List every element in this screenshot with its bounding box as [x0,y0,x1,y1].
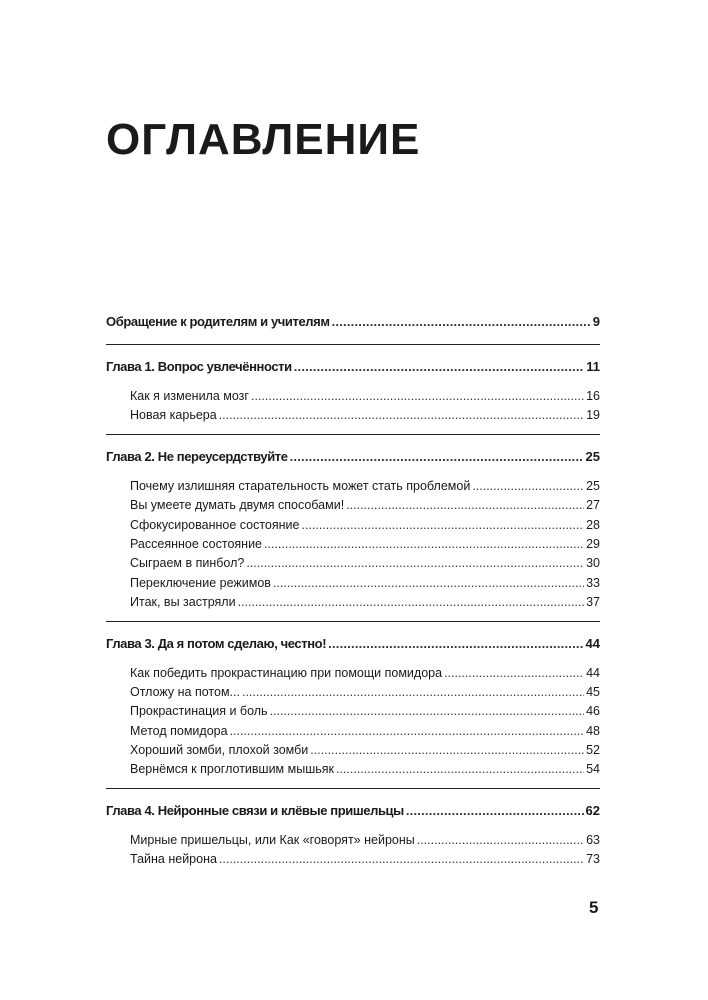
toc-section-page: 33 [586,575,600,590]
toc-section-page: 44 [586,665,600,680]
toc-section-title: Вы умеете думать двумя способами! [130,498,345,513]
toc-chapter-block [106,435,600,622]
toc-chapter-page: 25 [585,448,600,464]
toc-chapter-title: Обращение к родителям и учителям [106,314,330,329]
toc-section-page: 45 [586,684,600,699]
toc-section-entry[interactable] [106,760,600,779]
toc-chapter-page: 44 [585,635,600,651]
toc-section-entry[interactable] [106,496,600,515]
toc-chapter-entry[interactable] [106,632,600,656]
toc-section-title: Тайна нейрона [130,852,217,867]
dot-leader [444,664,584,683]
toc-section-entry[interactable] [106,722,600,741]
dot-leader [406,799,584,823]
toc-chapter-page: 11 [586,359,600,374]
toc-section-page: 19 [586,408,600,423]
toc-chapter-entry[interactable] [106,799,600,823]
toc-chapter-block [106,622,600,789]
toc-section-page: 29 [586,536,600,551]
dot-leader [336,760,584,779]
toc-section-page: 63 [586,832,600,847]
dot-leader [302,516,585,535]
toc-section-entry[interactable] [106,477,600,496]
dot-leader [346,496,584,515]
dot-leader [242,683,584,702]
dot-leader [332,310,591,334]
toc-section-title: Как победить прокрастинацию при помощи помидора [130,665,443,680]
toc-section-entry[interactable] [106,387,600,406]
toc-chapter-page: 9 [592,314,600,329]
toc-section-title: Мирные пришельцы, или Как «говорят» нейроны [130,832,415,847]
toc-section-title: Переключение режимов [130,575,271,590]
spacer [106,334,600,344]
dot-leader [251,387,584,406]
toc-section-entry[interactable] [106,406,600,425]
toc-section-list [106,469,600,621]
toc-section-entry[interactable] [106,516,600,535]
dot-leader [219,850,584,869]
toc-section-page: 48 [586,723,600,738]
toc-section-page: 73 [586,852,600,867]
toc-section-title: Отложу на потом... [130,684,240,699]
toc-section-entry[interactable] [106,683,600,702]
toc-section-page: 52 [586,743,600,758]
toc-section-list [106,379,600,434]
dot-leader [238,593,585,612]
dot-leader [219,406,584,425]
toc-section-page: 27 [586,498,600,513]
dot-leader [310,741,584,760]
toc-section-title: Хороший зомби, плохой зомби [130,743,309,758]
toc-section-title: Прокрастинация и боль [130,704,268,719]
page-number: 5 [589,898,599,917]
toc-section-title: Сыграем в пинбол? [130,556,245,571]
toc-chapter-entry[interactable] [106,445,600,469]
toc-chapter-entry[interactable] [106,310,600,334]
toc-chapter-page: 62 [585,802,600,818]
toc-section-title: Вернёмся к проглотившим мышьяк [130,762,334,777]
toc-section-entry[interactable] [106,702,600,721]
dot-leader [472,477,584,496]
dot-leader [417,831,584,850]
dot-leader [230,722,585,741]
toc-chapter-title: Глава 1. Вопрос увлечённости [106,359,292,374]
toc-section-title: Новая карьера [130,408,217,423]
table-of-contents [106,300,600,878]
toc-section-list [106,823,600,878]
toc-section-page: 54 [586,762,600,777]
toc-chapter-title: Глава 4. Нейронные связи и клёвые пришельцы [106,802,404,818]
toc-section-title: Рассеянное состояние [130,536,263,551]
toc-section-page: 30 [586,556,600,571]
toc-section-entry[interactable] [106,593,600,612]
toc-section-title: Как я изменила мозг [130,389,249,403]
toc-section-entry[interactable] [106,741,600,760]
toc-section-page: 37 [586,595,600,610]
dot-leader [264,535,584,554]
toc-section-title: Итак, вы застряли [130,595,236,610]
dot-leader [328,632,583,656]
toc-chapter-block [106,300,600,345]
page-title: ОГЛАВЛЕНИЕ [106,115,421,164]
dot-leader [273,574,584,593]
toc-section-entry[interactable] [106,554,600,573]
toc-section-entry[interactable] [106,664,600,683]
toc-section-page: 16 [586,389,600,403]
toc-section-page: 46 [586,704,600,719]
toc-section-page: 25 [586,478,600,493]
dot-leader [270,702,585,721]
toc-chapter-title: Глава 3. Да я потом сделаю, честно! [106,635,327,651]
toc-section-entry[interactable] [106,535,600,554]
toc-section-entry[interactable] [106,574,600,593]
toc-section-page: 28 [586,517,600,532]
toc-section-title: Метод помидора [130,723,228,738]
toc-section-title: Почему излишняя старательность может стать проблемой [130,478,471,493]
toc-chapter-block [106,345,600,435]
toc-chapter-entry[interactable] [106,355,600,379]
toc-section-entry[interactable] [106,850,600,869]
toc-section-entry[interactable] [106,831,600,850]
toc-section-list [106,656,600,788]
dot-leader [294,355,585,379]
dot-leader [246,554,584,573]
toc-section-title: Сфокусированное состояние [130,517,300,532]
toc-chapter-block [106,789,600,878]
dot-leader [290,445,584,469]
toc-chapter-title: Глава 2. Не переусердствуйте [106,448,288,464]
